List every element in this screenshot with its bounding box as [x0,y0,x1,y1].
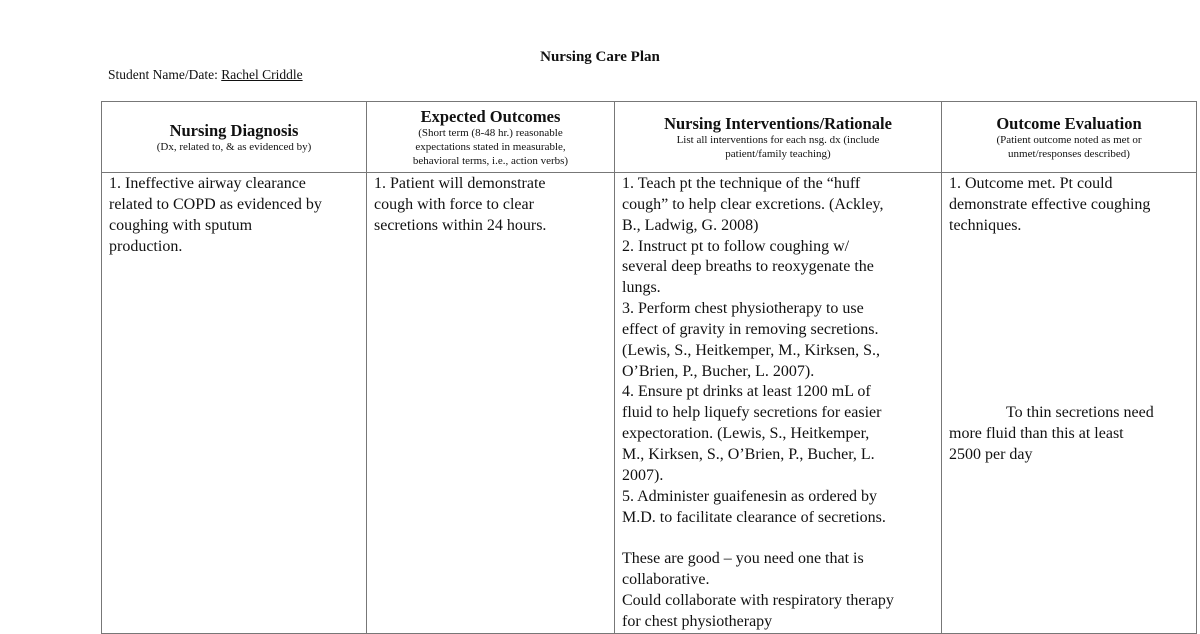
header-subtitle: expectations stated in measurable, [415,140,566,153]
header-subtitle: (Patient outcome noted as met or [996,133,1142,146]
text-line: (Lewis, S., Heitkemper, M., Kirksen, S., [622,341,880,359]
header-subtitle: unmet/responses described) [1008,147,1130,160]
header-subtitle: behavioral terms, i.e., action verbs) [412,154,569,167]
table-row [102,173,1197,634]
text-line: production. [109,237,183,255]
text-line: 2007). [622,466,664,484]
text-line: 4. Ensure pt drinks at least 1200 mL of [622,383,871,401]
text-line: M., Kirksen, S., O’Brien, P., Bucher, L. [622,445,875,463]
cell-nursing-diagnosis [102,173,367,634]
header-title: Outcome Evaluation [996,113,1142,133]
student-name: Rachel Criddle [221,67,303,82]
text-line: for chest physiotherapy [622,612,773,630]
text-line: 1. Outcome met. Pt could [949,175,1113,192]
text-line [949,320,1189,341]
text-line: more fluid than this at least [949,425,1124,443]
text-line: B., Ladwig, G. 2008) [622,216,759,234]
text-line: These are good – you need one that is [622,550,864,568]
header-row [102,102,1197,173]
text-line: 3. Perform chest physiotherapy to use [622,300,864,318]
text-line [949,382,1189,403]
text-line: expectoration. (Lewis, S., Heitkemper, [622,425,870,443]
text-line: 2500 per day [949,445,1033,463]
student-name-line [108,67,303,83]
text-line: M.D. to facilitate clearance of secretions. [622,508,886,526]
text-line: fluid to help liquefy secretions for easier [622,404,882,422]
header-interventions [615,102,942,173]
text-line: cough with force to clear [374,195,534,213]
header-subtitle: (Short term (8-48 hr.) reasonable [418,126,563,139]
text-line: 1. Teach pt the technique of the “huff [622,175,861,192]
text-line: secretions within 24 hours. [374,216,547,234]
text-line [949,341,1189,362]
text-line: coughing with sputum [109,216,253,234]
cell-expected-outcomes [367,173,615,634]
text-line: O’Brien, P., Bucher, L. 2007). [622,362,815,380]
text-line [949,278,1189,299]
text-line [949,362,1189,383]
header-expected-outcomes [367,102,615,173]
student-label: Student Name/Date: [108,67,218,82]
text-line [949,257,1189,278]
text-line: Could collaborate with respiratory therapy [622,591,894,609]
text-line: related to COPD as evidenced by [109,195,322,213]
header-outcome-evaluation [942,102,1197,173]
cell-interventions [615,173,942,634]
text-line: techniques. [949,216,1022,234]
care-plan-table [101,101,1197,634]
header-title: Expected Outcomes [420,106,561,126]
text-line [949,299,1189,320]
text-line [622,528,934,549]
header-subtitle: List all interventions for each nsg. dx (include [676,133,880,146]
text-line: 5. Administer guaifenesin as ordered by [622,487,878,505]
text-line: cough” to help clear excretions. (Ackley, [622,195,884,213]
header-title: Nursing Diagnosis [169,120,299,140]
text-line: 1. Patient will demonstrate [374,175,546,192]
header-subtitle: patient/family teaching) [725,147,831,160]
text-line [949,237,1189,258]
header-nursing-diagnosis [102,102,367,173]
text-line: 2. Instruct pt to follow coughing w/ [622,237,850,255]
text-line: effect of gravity in removing secretions. [622,320,879,338]
document-title: Nursing Care Plan [540,49,660,65]
header-subtitle: (Dx, related to, & as evidenced by) [156,140,312,153]
header-title: Nursing Interventions/Rationale [664,113,892,133]
text-line: To thin secretions need [1006,404,1154,422]
text-line: 1. Ineffective airway clearance [109,175,306,192]
text-line: lungs. [622,279,661,297]
text-line: collaborative. [622,571,710,589]
text-line: several deep breaths to reoxygenate the [622,258,874,276]
cell-outcome-evaluation [942,173,1197,634]
text-line: demonstrate effective coughing [949,195,1151,213]
